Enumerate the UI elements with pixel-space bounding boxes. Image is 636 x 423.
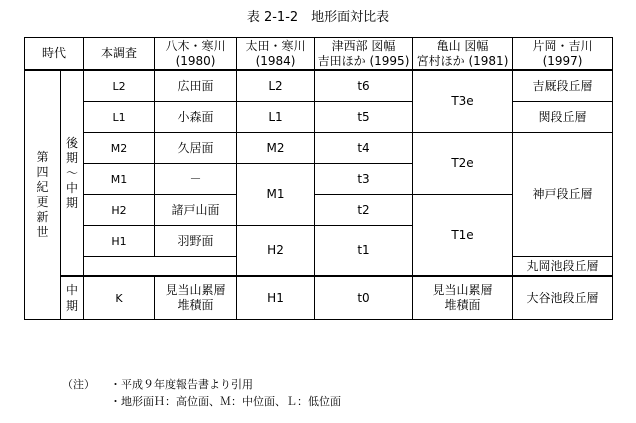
header-ota: 太田・寒川 (1984) <box>237 38 315 71</box>
this-study-m1: M1 <box>84 164 155 195</box>
this-study-h2: H2 <box>84 195 155 226</box>
tsu-t4: t4 <box>315 133 413 164</box>
this-study-l2: L2 <box>84 70 155 102</box>
period-middle: 中 期 <box>61 276 84 320</box>
kameyama-kentoyama: 見当山累層 堆積面 <box>413 276 513 320</box>
notes-line-2: ・地形面Ｈ：高位面、Ｍ：中位面、Ｌ：低位面 <box>110 395 341 408</box>
era-quaternary-pleistocene: 第 四 紀 更 新 世 <box>25 70 61 320</box>
kataoka-otaniike: 大谷池段丘層 <box>513 276 613 320</box>
yagi-komori: 小森面 <box>155 102 237 133</box>
header-kameyama: 亀山 図幅 宮村ほか (1981) <box>413 38 513 71</box>
terrace-comparison-table <box>24 37 613 320</box>
header-era: 時代 <box>25 38 84 71</box>
period-late-to-middle: 後 期 〜 中 期 <box>61 70 84 276</box>
kataoka-seki: 関段丘層 <box>513 102 613 133</box>
ota-h1: H1 <box>237 276 315 320</box>
tsu-t1: t1 <box>315 226 413 277</box>
this-study-m2: M2 <box>84 133 155 164</box>
ota-h2: H2 <box>237 226 315 277</box>
kameyama-t1e: T1e <box>413 195 513 277</box>
header-this-study: 本調査 <box>84 38 155 71</box>
header-tsunishi: 津西部 図幅 吉田ほか (1995) <box>315 38 413 71</box>
yagi-hirota: 広田面 <box>155 70 237 102</box>
ota-m2: M2 <box>237 133 315 164</box>
this-study-blank <box>84 257 155 277</box>
yagi-morotoyama: 諸戸山面 <box>155 195 237 226</box>
notes-label: （注） <box>62 378 95 391</box>
kataoka-kobe: 神戸段丘層 <box>513 133 613 257</box>
kataoka-maruoka: 丸岡池段丘層 <box>513 257 613 277</box>
tsu-t6: t6 <box>315 70 413 102</box>
notes <box>62 376 341 410</box>
yagi-blank <box>155 257 237 277</box>
kameyama-t2e: T2e <box>413 133 513 195</box>
header-kataoka: 片岡・吉川 (1997) <box>513 38 613 71</box>
header-yagi: 八木・寒川 (1980) <box>155 38 237 71</box>
yagi-none: － <box>155 164 237 195</box>
tsu-t5: t5 <box>315 102 413 133</box>
ota-l2: L2 <box>237 70 315 102</box>
yagi-hano: 羽野面 <box>155 226 237 257</box>
tsu-t3: t3 <box>315 164 413 195</box>
kameyama-t3e: T3e <box>413 70 513 133</box>
yagi-kentoyama: 見当山累層 堆積面 <box>155 276 237 320</box>
kataoka-kosoe: 吉厩段丘層 <box>513 70 613 102</box>
yagi-hisai: 久居面 <box>155 133 237 164</box>
table-title: 表 2-1-2 地形面対比表 <box>246 10 390 25</box>
ota-m1: M1 <box>237 164 315 226</box>
ota-l1: L1 <box>237 102 315 133</box>
tsu-t0: t0 <box>315 276 413 320</box>
this-study-k: K <box>84 276 155 320</box>
notes-line-1: ・平成９年度報告書より引用 <box>110 378 253 391</box>
this-study-l1: L1 <box>84 102 155 133</box>
tsu-t2: t2 <box>315 195 413 226</box>
this-study-h1: H1 <box>84 226 155 257</box>
